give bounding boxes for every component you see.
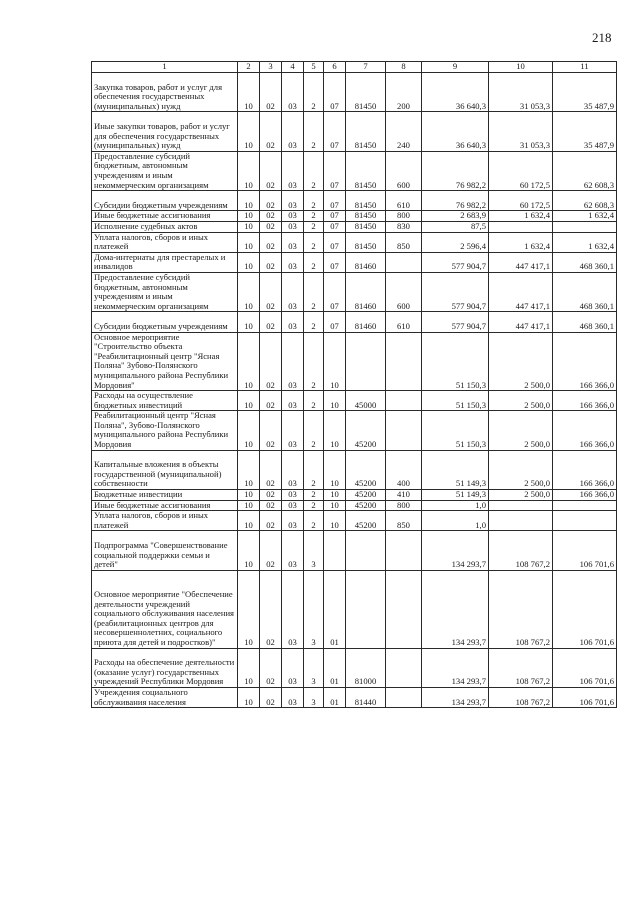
row-name: Расходы на осуществление бюджетных инвестиций: [92, 391, 238, 411]
row-name: Иные бюджетные ассигнования: [92, 211, 238, 222]
cell-col-7: 45000: [346, 391, 386, 411]
cell-col-2: 10: [238, 151, 260, 190]
cell-col-11: 166 366,0: [553, 332, 617, 391]
cell-col-4: 03: [282, 112, 304, 151]
table-row: [92, 232, 617, 252]
cell-col-11: 35 487,9: [553, 73, 617, 112]
cell-col-10: 60 172,5: [489, 191, 553, 211]
budget-table: [91, 61, 617, 708]
cell-col-6: 07: [324, 211, 346, 222]
page-number: 218: [592, 30, 612, 45]
cell-col-4: 03: [282, 312, 304, 332]
cell-col-6: 01: [324, 648, 346, 687]
cell-col-6: 10: [324, 490, 346, 501]
table-row: [92, 511, 617, 531]
cell-col-7: 81460: [346, 272, 386, 311]
cell-col-9: 51 150,3: [422, 391, 489, 411]
cell-col-9: 76 982,2: [422, 191, 489, 211]
table-row: [92, 531, 617, 570]
cell-col-2: 10: [238, 490, 260, 501]
cell-col-6: 07: [324, 232, 346, 252]
cell-col-5: 3: [304, 648, 324, 687]
cell-col-3: 02: [260, 450, 282, 489]
cell-col-6: 10: [324, 391, 346, 411]
cell-col-5: 2: [304, 272, 324, 311]
cell-col-6: 07: [324, 252, 346, 272]
cell-col-10: 108 767,2: [489, 688, 553, 708]
cell-col-5: 2: [304, 211, 324, 222]
cell-col-10: 108 767,2: [489, 531, 553, 570]
cell-col-5: 2: [304, 252, 324, 272]
column-header-11: 11: [553, 62, 617, 73]
cell-col-8: 600: [386, 272, 422, 311]
cell-col-2: 10: [238, 531, 260, 570]
cell-col-3: 02: [260, 191, 282, 211]
column-header-10: 10: [489, 62, 553, 73]
cell-col-8: 610: [386, 191, 422, 211]
cell-col-2: 10: [238, 450, 260, 489]
cell-col-4: 03: [282, 191, 304, 211]
cell-col-9: 577 904,7: [422, 272, 489, 311]
cell-col-6: 01: [324, 688, 346, 708]
row-name: Исполнение судебных актов: [92, 221, 238, 232]
cell-col-3: 02: [260, 500, 282, 511]
cell-col-9: 1,0: [422, 511, 489, 531]
cell-col-5: 2: [304, 500, 324, 511]
cell-col-10: 2 500,0: [489, 391, 553, 411]
cell-col-8: 830: [386, 221, 422, 232]
cell-col-4: 03: [282, 151, 304, 190]
cell-col-3: 02: [260, 73, 282, 112]
cell-col-11: 166 366,0: [553, 391, 617, 411]
cell-col-5: 3: [304, 688, 324, 708]
cell-col-2: 10: [238, 391, 260, 411]
cell-col-4: 03: [282, 232, 304, 252]
cell-col-3: 02: [260, 531, 282, 570]
cell-col-11: 1 632,4: [553, 232, 617, 252]
cell-col-8: 410: [386, 490, 422, 501]
cell-col-10: [489, 221, 553, 232]
cell-col-6: 07: [324, 272, 346, 311]
cell-col-7: 81460: [346, 252, 386, 272]
cell-col-10: 447 417,1: [489, 252, 553, 272]
table-row: [92, 151, 617, 190]
cell-col-4: 03: [282, 252, 304, 272]
cell-col-5: 2: [304, 332, 324, 391]
cell-col-9: 2 683,9: [422, 211, 489, 222]
cell-col-6: 10: [324, 411, 346, 450]
cell-col-3: 02: [260, 221, 282, 232]
cell-col-2: 10: [238, 332, 260, 391]
cell-col-11: 468 360,1: [553, 252, 617, 272]
cell-col-8: 200: [386, 73, 422, 112]
row-name: Расходы на обеспечение деятельности (оказание услуг) государственных учреждений Республики Мордовия: [92, 648, 238, 687]
row-name: Учреждения социального обслуживания населения: [92, 688, 238, 708]
table-row: [92, 252, 617, 272]
column-header-5: 5: [304, 62, 324, 73]
cell-col-7: 81460: [346, 312, 386, 332]
cell-col-8: 400: [386, 450, 422, 489]
cell-col-2: 10: [238, 648, 260, 687]
cell-col-6: [324, 531, 346, 570]
row-name: Реабилитационный центр "Ясная Поляна", Зубово-Полянского муниципального района Республики Мордовия: [92, 411, 238, 450]
cell-col-2: 10: [238, 252, 260, 272]
cell-col-11: 106 701,6: [553, 531, 617, 570]
cell-col-10: 447 417,1: [489, 312, 553, 332]
cell-col-6: 07: [324, 221, 346, 232]
cell-col-2: 10: [238, 211, 260, 222]
cell-col-9: 51 149,3: [422, 490, 489, 501]
cell-col-8: [386, 252, 422, 272]
row-name: Иные закупки товаров, работ и услуг для обеспечения государственных (муниципальных) нужд: [92, 112, 238, 151]
cell-col-4: 03: [282, 648, 304, 687]
cell-col-9: 51 150,3: [422, 411, 489, 450]
cell-col-8: [386, 648, 422, 687]
cell-col-6: 07: [324, 73, 346, 112]
cell-col-9: 577 904,7: [422, 312, 489, 332]
cell-col-11: [553, 500, 617, 511]
cell-col-4: 03: [282, 211, 304, 222]
cell-col-2: 10: [238, 272, 260, 311]
cell-col-4: 03: [282, 688, 304, 708]
cell-col-8: 800: [386, 211, 422, 222]
cell-col-10: 108 767,2: [489, 570, 553, 648]
table-row: [92, 688, 617, 708]
cell-col-4: 03: [282, 490, 304, 501]
cell-col-9: 1,0: [422, 500, 489, 511]
cell-col-5: 2: [304, 411, 324, 450]
cell-col-5: 2: [304, 151, 324, 190]
cell-col-7: [346, 531, 386, 570]
cell-col-7: 81450: [346, 232, 386, 252]
cell-col-10: [489, 500, 553, 511]
cell-col-8: [386, 391, 422, 411]
table-row: [92, 411, 617, 450]
cell-col-7: 45200: [346, 490, 386, 501]
cell-col-5: 2: [304, 511, 324, 531]
cell-col-9: 51 150,3: [422, 332, 489, 391]
cell-col-7: 45200: [346, 450, 386, 489]
cell-col-9: 134 293,7: [422, 648, 489, 687]
cell-col-5: 2: [304, 312, 324, 332]
cell-col-11: [553, 221, 617, 232]
table-row: [92, 500, 617, 511]
cell-col-5: 3: [304, 531, 324, 570]
cell-col-4: 03: [282, 73, 304, 112]
cell-col-9: 51 149,3: [422, 450, 489, 489]
cell-col-9: 2 596,4: [422, 232, 489, 252]
table-row: [92, 73, 617, 112]
table-row: [92, 570, 617, 648]
row-name: Иные бюджетные ассигнования: [92, 500, 238, 511]
cell-col-3: 02: [260, 570, 282, 648]
cell-col-7: 81450: [346, 73, 386, 112]
cell-col-11: 166 366,0: [553, 490, 617, 501]
cell-col-3: 02: [260, 211, 282, 222]
row-name: Закупка товаров, работ и услуг для обеспечения государственных (муниципальных) нужд: [92, 73, 238, 112]
cell-col-3: 02: [260, 688, 282, 708]
cell-col-6: 07: [324, 191, 346, 211]
cell-col-5: 2: [304, 391, 324, 411]
cell-col-2: 10: [238, 112, 260, 151]
cell-col-9: 36 640,3: [422, 112, 489, 151]
cell-col-10: 31 053,3: [489, 73, 553, 112]
cell-col-11: 468 360,1: [553, 312, 617, 332]
cell-col-4: 03: [282, 411, 304, 450]
cell-col-5: 2: [304, 450, 324, 489]
cell-col-7: 45200: [346, 511, 386, 531]
row-name: Основное мероприятие "Обеспечение деятельности учреждений социального обслуживания населения (реабилитационных центров для несовершеннолетних, социального приюта для детей и подростков)": [92, 570, 238, 648]
cell-col-8: 850: [386, 232, 422, 252]
cell-col-2: 10: [238, 73, 260, 112]
cell-col-11: 62 608,3: [553, 151, 617, 190]
table-row: [92, 490, 617, 501]
cell-col-7: 45200: [346, 500, 386, 511]
cell-col-8: [386, 332, 422, 391]
cell-col-11: 35 487,9: [553, 112, 617, 151]
cell-col-2: 10: [238, 221, 260, 232]
column-header-6: 6: [324, 62, 346, 73]
cell-col-6: 10: [324, 332, 346, 391]
row-name: Подпрограмма "Совершенствование социальной поддержки семьи и детей": [92, 531, 238, 570]
cell-col-8: [386, 531, 422, 570]
table-row: [92, 312, 617, 332]
cell-col-5: 2: [304, 232, 324, 252]
cell-col-9: 87,5: [422, 221, 489, 232]
cell-col-3: 02: [260, 490, 282, 501]
row-name: Предоставление субсидий бюджетным, автономным учреждениям и иным некоммерческим организациям: [92, 272, 238, 311]
cell-col-11: 106 701,6: [553, 688, 617, 708]
table-row: [92, 648, 617, 687]
table-row: [92, 221, 617, 232]
row-name: Дома-интернаты для престарелых и инвалидов: [92, 252, 238, 272]
cell-col-10: 108 767,2: [489, 648, 553, 687]
cell-col-8: [386, 411, 422, 450]
cell-col-3: 02: [260, 391, 282, 411]
cell-col-7: 81450: [346, 211, 386, 222]
cell-col-4: 03: [282, 391, 304, 411]
cell-col-2: 10: [238, 570, 260, 648]
cell-col-9: 134 293,7: [422, 570, 489, 648]
cell-col-5: 2: [304, 112, 324, 151]
table-row: [92, 191, 617, 211]
cell-col-2: 10: [238, 511, 260, 531]
cell-col-3: 02: [260, 151, 282, 190]
column-header-8: 8: [386, 62, 422, 73]
row-name: Бюджетные инвестиции: [92, 490, 238, 501]
column-header-7: 7: [346, 62, 386, 73]
cell-col-11: 62 608,3: [553, 191, 617, 211]
row-name: Капитальные вложения в объекты государственной (муниципальной) собственности: [92, 450, 238, 489]
cell-col-3: 02: [260, 252, 282, 272]
cell-col-7: 81000: [346, 648, 386, 687]
cell-col-3: 02: [260, 332, 282, 391]
cell-col-7: 81440: [346, 688, 386, 708]
cell-col-10: 1 632,4: [489, 232, 553, 252]
cell-col-2: 10: [238, 312, 260, 332]
column-header-3: 3: [260, 62, 282, 73]
table-row: [92, 211, 617, 222]
cell-col-3: 02: [260, 411, 282, 450]
cell-col-7: [346, 332, 386, 391]
cell-col-3: 02: [260, 232, 282, 252]
cell-col-8: [386, 570, 422, 648]
cell-col-8: 850: [386, 511, 422, 531]
cell-col-7: 45200: [346, 411, 386, 450]
cell-col-2: 10: [238, 500, 260, 511]
cell-col-7: 81450: [346, 112, 386, 151]
cell-col-4: 03: [282, 511, 304, 531]
row-name: Уплата налогов, сборов и иных платежей: [92, 511, 238, 531]
row-name: Основное мероприятие "Строительство объекта "Реабилитационный центр "Ясная Поляна" Зубово-Полянского муниципального района Республики Мордовия": [92, 332, 238, 391]
cell-col-7: 81450: [346, 191, 386, 211]
cell-col-6: 01: [324, 570, 346, 648]
cell-col-3: 02: [260, 511, 282, 531]
cell-col-10: 31 053,3: [489, 112, 553, 151]
cell-col-5: 3: [304, 570, 324, 648]
cell-col-8: 600: [386, 151, 422, 190]
cell-col-4: 03: [282, 450, 304, 489]
cell-col-5: 2: [304, 191, 324, 211]
cell-col-11: 166 366,0: [553, 450, 617, 489]
cell-col-9: 134 293,7: [422, 688, 489, 708]
cell-col-4: 03: [282, 500, 304, 511]
cell-col-5: 2: [304, 221, 324, 232]
cell-col-9: 134 293,7: [422, 531, 489, 570]
cell-col-8: 610: [386, 312, 422, 332]
table-row: [92, 450, 617, 489]
column-header-1: 1: [92, 62, 238, 73]
cell-col-11: 106 701,6: [553, 648, 617, 687]
cell-col-5: 2: [304, 490, 324, 501]
column-header-9: 9: [422, 62, 489, 73]
cell-col-7: 81450: [346, 221, 386, 232]
cell-col-11: 468 360,1: [553, 272, 617, 311]
cell-col-7: 81450: [346, 151, 386, 190]
cell-col-10: 2 500,0: [489, 332, 553, 391]
cell-col-11: 166 366,0: [553, 411, 617, 450]
cell-col-6: 07: [324, 151, 346, 190]
cell-col-6: 10: [324, 511, 346, 531]
cell-col-8: 240: [386, 112, 422, 151]
cell-col-3: 02: [260, 112, 282, 151]
row-name: Уплата налогов, сборов и иных платежей: [92, 232, 238, 252]
cell-col-10: [489, 511, 553, 531]
cell-col-4: 03: [282, 332, 304, 391]
cell-col-4: 03: [282, 531, 304, 570]
cell-col-3: 02: [260, 272, 282, 311]
cell-col-2: 10: [238, 191, 260, 211]
cell-col-6: 10: [324, 450, 346, 489]
cell-col-2: 10: [238, 411, 260, 450]
cell-col-6: 07: [324, 112, 346, 151]
cell-col-2: 10: [238, 688, 260, 708]
cell-col-10: 2 500,0: [489, 411, 553, 450]
cell-col-4: 03: [282, 221, 304, 232]
cell-col-10: 2 500,0: [489, 450, 553, 489]
column-header-2: 2: [238, 62, 260, 73]
cell-col-4: 03: [282, 570, 304, 648]
table-row: [92, 272, 617, 311]
cell-col-4: 03: [282, 272, 304, 311]
cell-col-8: [386, 688, 422, 708]
table-row: [92, 112, 617, 151]
cell-col-3: 02: [260, 648, 282, 687]
cell-col-10: 1 632,4: [489, 211, 553, 222]
cell-col-5: 2: [304, 73, 324, 112]
table-row: [92, 391, 617, 411]
cell-col-7: [346, 570, 386, 648]
cell-col-10: 447 417,1: [489, 272, 553, 311]
cell-col-6: 07: [324, 312, 346, 332]
table-header-row: [92, 62, 617, 73]
cell-col-8: 800: [386, 500, 422, 511]
cell-col-10: 60 172,5: [489, 151, 553, 190]
cell-col-6: 10: [324, 500, 346, 511]
table-body: [92, 73, 617, 708]
cell-col-9: 577 904,7: [422, 252, 489, 272]
cell-col-11: 106 701,6: [553, 570, 617, 648]
cell-col-10: 2 500,0: [489, 490, 553, 501]
table-row: [92, 332, 617, 391]
cell-col-3: 02: [260, 312, 282, 332]
cell-col-11: [553, 511, 617, 531]
cell-col-11: 1 632,4: [553, 211, 617, 222]
row-name: Субсидии бюджетным учреждениям: [92, 312, 238, 332]
cell-col-9: 76 982,2: [422, 151, 489, 190]
cell-col-9: 36 640,3: [422, 73, 489, 112]
row-name: Предоставление субсидий бюджетным, автономным учреждениям и иным некоммерческим организациям: [92, 151, 238, 190]
cell-col-2: 10: [238, 232, 260, 252]
column-header-4: 4: [282, 62, 304, 73]
row-name: Субсидии бюджетным учреждениям: [92, 191, 238, 211]
